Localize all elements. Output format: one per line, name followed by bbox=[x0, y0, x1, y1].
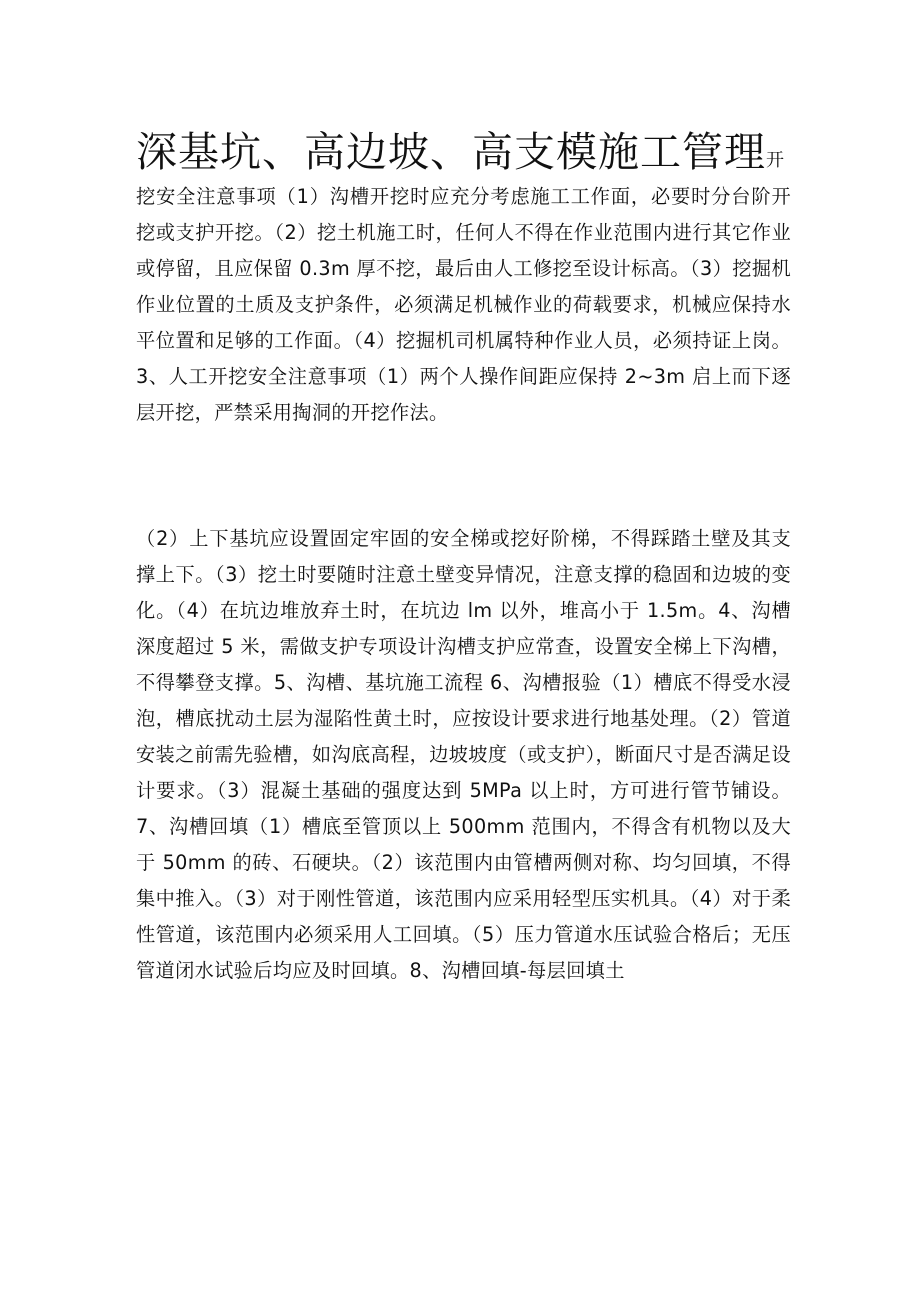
title-tail-text: 开 bbox=[766, 150, 784, 171]
body-paragraph-2: （2）上下基坑应设置固定牢固的安全梯或挖好阶梯，不得踩踏土壁及其支撑上下。（3）挖土时要随时注意土壁变异情况，注意支撑的稳固和边坡的变化。（4）在坑边堆放弃土时，在坑边 lm 以外，堆高小于 1.5m。4、沟槽深度超过 5 米，需做支护专项设计沟槽支护应常查，设置安全梯上下沟槽，不得攀登支撑。5、沟槽、基坑施工流程 6、沟槽报验（1）槽底不得受水浸泡，槽底扰动土层为湿陷性黄土时，应按设计要求进行地基处理。（2）管道安装之前需先验槽，如沟底高程，边坡坡度（或支护），断面尺寸是否满足设计要求。（3）混凝土基础的强度达到 5MPa 以上时，方可进行管节铺设。7、沟槽回填（1）槽底至管顶以上 500mm 范围内，不得含有机物以及大于 50mm 的砖、石硬块。（2）该范围内由管槽两侧对称、均匀回填，不得集中推入。（3）对于刚性管道，该范围内应采用轻型压实机具。（4）对于柔性管道，该范围内必须采用人工回填。（5）压力管道水压试验合格后；无压管道闭水试验后均应及时回填。8、沟槽回填-每层回填土 bbox=[136, 527, 791, 982]
body-paragraph-1: 挖安全注意事项（1）沟槽开挖时应充分考虑施工工作面，必要时分台阶开挖或支护开挖。（2）挖土机施工时，任何人不得在作业范围内进行其它作业或停留，且应保留 0.3m 厚不挖，最后由人工修挖至设计标高。（3）挖掘机作业位置的土质及支护条件，必须满足机械作业的荷载要求，机械应保持水平位置和足够的工作面。（4）挖掘机司机属特种作业人员，必须持证上岗。3、人工开挖安全注意事项（1）两个人操作间距应保持 2~3m 启上而下逐层开挖，严禁采用掏洞的开挖作法。 bbox=[136, 185, 791, 424]
title-main-text: 深基坑、高边坡、高支模施工管理 bbox=[136, 128, 766, 176]
document-title bbox=[136, 120, 816, 184]
